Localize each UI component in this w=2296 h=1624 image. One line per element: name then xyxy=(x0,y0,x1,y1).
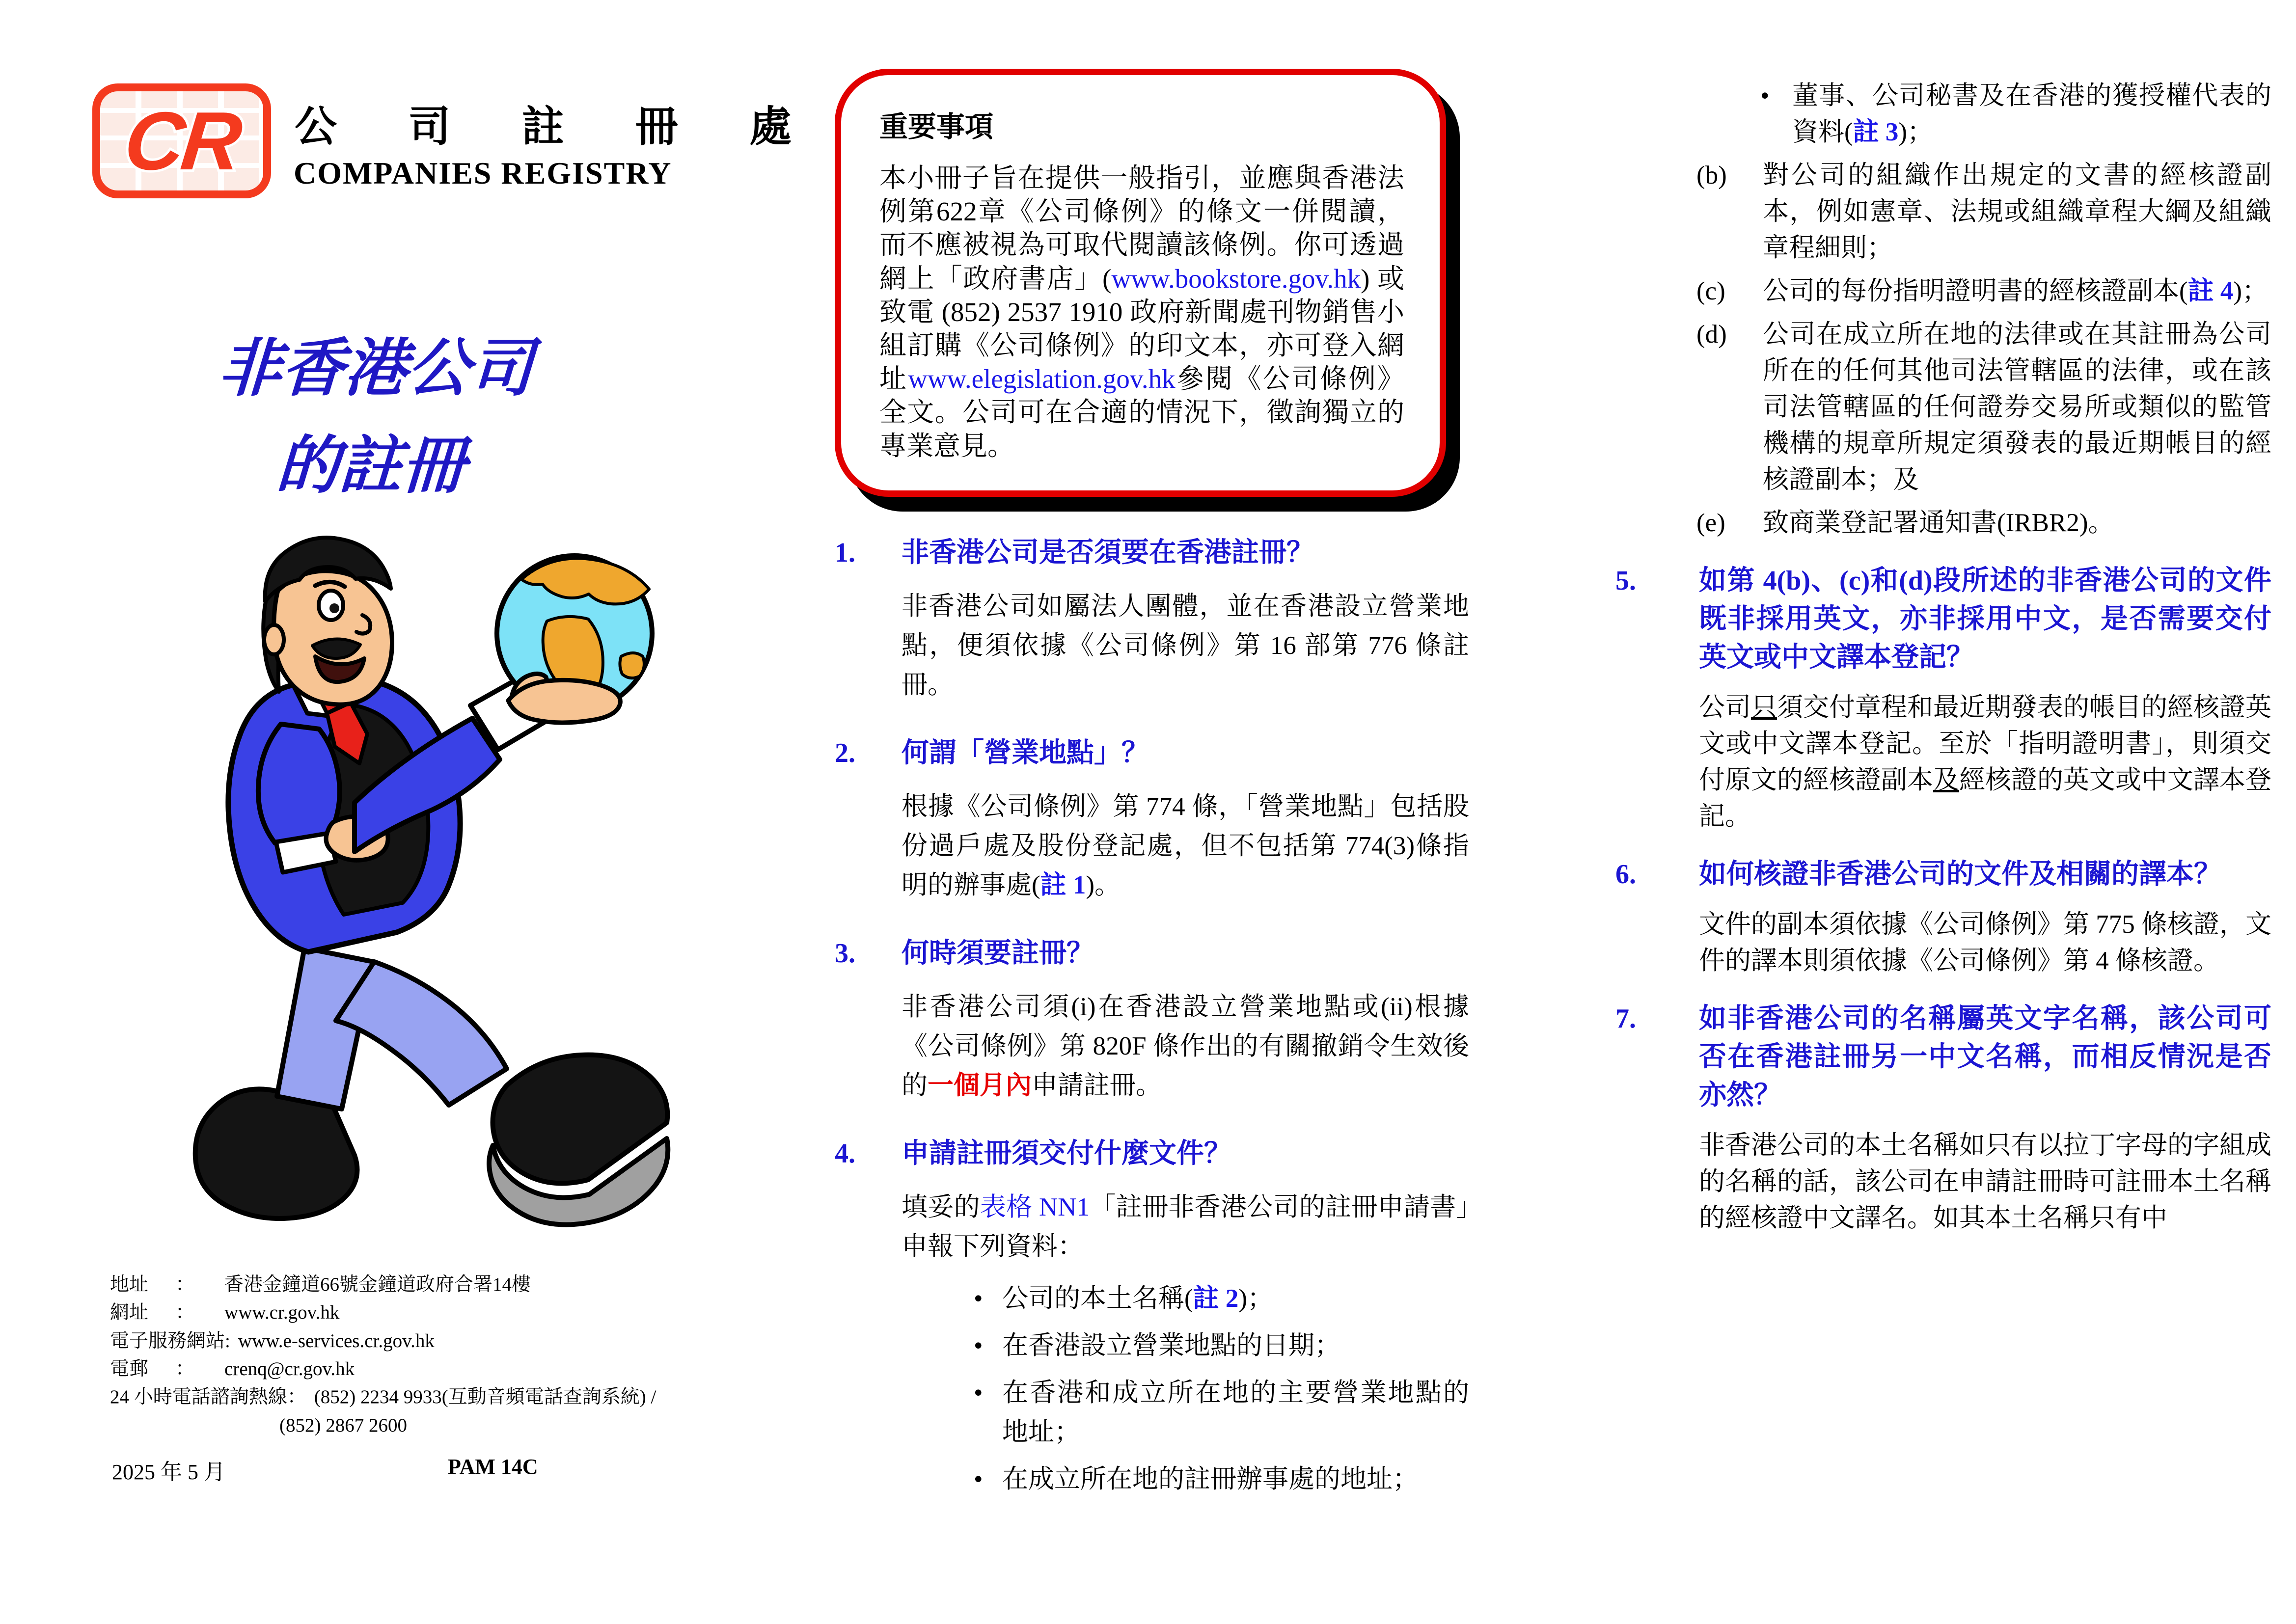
question-number: 4. xyxy=(835,1138,855,1169)
pupil xyxy=(329,603,339,613)
item-text xyxy=(1763,157,2271,266)
notice-body xyxy=(879,162,1404,463)
q4-intro xyxy=(902,1188,1469,1266)
right-column xyxy=(1615,78,2271,1236)
text-segment: )； xyxy=(1898,118,1934,146)
note-reference: 註 3 xyxy=(1853,118,1899,146)
list-item xyxy=(902,1279,1469,1318)
contact-label: 地址 xyxy=(110,1274,149,1295)
text-segment: 在成立所在地的註冊辦事處的地址； xyxy=(1002,1465,1419,1493)
question-answer xyxy=(902,987,1469,1105)
hyperlink[interactable]: 表格 NN1 xyxy=(980,1193,1090,1221)
question-4 xyxy=(835,1134,1469,1507)
q4-bullet-list xyxy=(902,1279,1469,1499)
front-leg xyxy=(336,962,507,1105)
contact-eservices-row xyxy=(110,1327,807,1355)
contact-website-row: 網址 ： www.cr.gov.hk xyxy=(110,1302,340,1324)
question-answer xyxy=(1699,689,2271,835)
text-segment: 申請註冊。 xyxy=(1032,1071,1162,1100)
list-item-d xyxy=(1615,316,2271,498)
question-heading: 如第 4(b)、(c)和(d)段所述的非香港公司的文件既非採用英文，亦非採用中文，是否需要交付英文或中文譯本登記？ xyxy=(1699,566,2271,673)
contact-label: 電郵 xyxy=(110,1358,149,1380)
text-segment: ) 或致電 (852) 2537 1910 政府新聞處刊物銷售小組訂購《公司條例》的印文本，亦可登入網址 xyxy=(879,263,1404,394)
note-reference: 註 1 xyxy=(1040,871,1086,899)
question-heading: 申請註冊須交付什麼文件？ xyxy=(902,1138,1231,1169)
list-item xyxy=(902,1373,1469,1452)
text-segment: )。 xyxy=(1086,871,1121,899)
list-item xyxy=(902,1326,1469,1365)
text-segment: )； xyxy=(2233,277,2269,305)
highlight-red: 一個月內 xyxy=(928,1071,1032,1100)
hyperlink[interactable]: www.elegislation.gov.hk xyxy=(908,364,1175,394)
middle-column xyxy=(835,533,1469,1507)
question-6 xyxy=(1615,855,2271,979)
question-number: 2. xyxy=(835,738,855,768)
item-label: (c) xyxy=(1696,277,1725,305)
contact-email-row: 電郵 ： crenq@cr.gov.hk xyxy=(110,1358,355,1380)
notice-title: 重要事項 xyxy=(879,111,994,143)
text-segment: 文件的副本須依據《公司條例》第 775 條核證，文件的譯本則須依據《公司條例》第 4 條核證。 xyxy=(1699,910,2271,975)
org-name-english: COMPANIES REGISTRY xyxy=(294,156,672,190)
question-heading: 非香港公司是否須要在香港註冊？ xyxy=(902,538,1314,568)
text-segment: 致商業登記署通知書(IRBR2)。 xyxy=(1763,509,2114,537)
question-number: 1. xyxy=(835,538,855,568)
pamphlet-title-line1: 非香港公司 xyxy=(217,334,535,404)
question-answer xyxy=(902,787,1469,905)
text-segment: 公司 xyxy=(1699,693,1751,722)
item-text xyxy=(1763,316,2271,498)
question-number: 5. xyxy=(1615,566,1636,596)
text-segment: 填妥的 xyxy=(902,1193,980,1221)
ear xyxy=(264,625,284,654)
question-number: 7. xyxy=(1615,1003,1636,1034)
question-answer xyxy=(1699,906,2271,979)
text-segment: 公司的本土名稱( xyxy=(1002,1284,1193,1313)
contact-info xyxy=(110,1271,807,1439)
contact-label: 電子服務網站: xyxy=(110,1330,230,1352)
important-notice-box xyxy=(835,69,1446,497)
hotline-number: (852) 2234 9933(互動音頻電話查詢系統) / xyxy=(314,1386,656,1408)
pamphlet-title xyxy=(152,320,595,515)
text-segment: 經核證的英文或中文譯本登記。 xyxy=(1699,766,2271,831)
item-label: (e) xyxy=(1696,509,1725,537)
text-segment: 參閱《公司條例》全文。公司可在合適的情況下，徵詢獨立的專業意見。 xyxy=(879,364,1404,461)
question-answer xyxy=(902,587,1469,704)
pamphlet-title-line2: 的註冊 xyxy=(274,431,467,501)
question-2 xyxy=(835,733,1469,905)
mascot-businessman-globe-illustration xyxy=(142,528,673,1249)
pamphlet-code: PAM 14C xyxy=(448,1455,538,1479)
question-heading: 如非香港公司的名稱屬英文字名稱，該公司可否在香港註冊另一中文名稱，而相反情況是否亦然？ xyxy=(1699,1003,2271,1110)
question-heading: 何時須要註冊？ xyxy=(902,938,1094,969)
list-item-e xyxy=(1615,505,2271,541)
text-segment: 非香港公司須(i)在香港設立營業地點或(ii)根據《公司條例》第 820F 條作出的有關撤銷令生效後的 xyxy=(902,993,1469,1100)
text-segment: 公司在成立所在地的法律或在其註冊為公司所在的任何其他司法管轄區的法律，或在該司法管轄區的任何證券交易所或類似的監管機構的規章所規定須發表的最近期帳目的經核證副本；及 xyxy=(1763,320,2271,494)
question-7 xyxy=(1615,1000,2271,1236)
text-segment: 對公司的組織作出規定的文書的經核證副本，例如憲章、法規或組織章程大綱及組織章程細則； xyxy=(1763,161,2271,262)
question-1 xyxy=(835,533,1469,704)
text-segment: 非香港公司的本土名稱如只有以拉丁字母的字組成的名稱的話，該公司在申請註冊時可註冊本土名稱的經核證中文譯名。如其本土名稱只有中 xyxy=(1699,1131,2271,1232)
contact-label: 24 小時電話諮詢熱線： xyxy=(110,1386,306,1408)
text-segment: 在香港設立營業地點的日期； xyxy=(1002,1331,1340,1360)
list-item-c xyxy=(1615,273,2271,309)
question-5 xyxy=(1615,562,2271,835)
item-text xyxy=(1763,273,2271,309)
org-name-chinese: 公 司 註 冊 處 xyxy=(295,103,822,150)
contact-address-row: 地址 ： 香港金鐘道66號金鐘道政府合署14樓 xyxy=(110,1274,531,1295)
contact-hotline2: (852) 2867 2600 xyxy=(279,1414,407,1436)
question-number: 6. xyxy=(1615,859,1636,890)
note-reference: 註 2 xyxy=(1193,1284,1239,1313)
underlined-text: 及 xyxy=(1933,766,1959,794)
right-arm xyxy=(258,724,340,843)
cr-logo-icon: CR xyxy=(120,95,244,187)
text-segment: 根據《公司條例》第 774 條，「營業地點」包括股份過戶處及股份登記處，但不包括第 774(3)條指明的辦事處( xyxy=(902,792,1469,899)
website-link[interactable]: www.cr.gov.hk xyxy=(224,1302,340,1324)
question-heading: 何謂「營業地點」？ xyxy=(902,738,1149,768)
question-heading: 如何核證非香港公司的文件及相關的譯本？ xyxy=(1699,859,2221,890)
list-item-b xyxy=(1615,157,2271,266)
contact-label: 網址 xyxy=(110,1302,149,1324)
publication-date: 2025 年 5 月 xyxy=(112,1460,225,1484)
left-hand-palm xyxy=(508,680,620,723)
email-link[interactable]: crenq@cr.gov.hk xyxy=(224,1358,355,1380)
item-label: (d) xyxy=(1696,320,1727,349)
list-item xyxy=(902,1460,1469,1499)
item-text xyxy=(1763,505,2271,541)
contact-hotline-row xyxy=(110,1383,807,1411)
text-segment: 「註冊非香港公司的註冊申請書」申報下列資料： xyxy=(902,1193,1469,1261)
text-segment: 公司的每份指明證明書的經核證副本( xyxy=(1763,277,2188,305)
note-reference: 註 4 xyxy=(2187,277,2234,305)
question-answer xyxy=(902,1188,1469,1507)
text-segment: )； xyxy=(1238,1284,1274,1313)
contact-value: 香港金鐘道66號金鐘道政府合署14樓 xyxy=(224,1274,531,1295)
companies-registry-logo xyxy=(92,83,271,198)
question-3 xyxy=(835,933,1469,1105)
item-label: (b) xyxy=(1696,161,1727,189)
question-answer xyxy=(1699,1127,2271,1236)
underlined-text: 只 xyxy=(1751,693,1777,722)
eservices-link[interactable]: www.e-services.cr.gov.hk xyxy=(238,1330,435,1352)
list-item xyxy=(1615,78,2271,150)
question-number: 3. xyxy=(835,938,855,969)
text-segment: 本小冊子旨在提供一般指引，並應與香港法例第622章《公司條例》的條文一併閱讀，而不應被視為可取代閱讀該條例。你可透過網上「政府書店」( xyxy=(879,163,1404,294)
text-segment: 須交付章程和最近期發表的帳目的經核證英文或中文譯本登記。至於「指明證明書」，則須交付原文的經核證副本 xyxy=(1699,693,2271,794)
text-segment: 董事、公司秘書及在香港的獲授權代表的資料( xyxy=(1792,81,2271,146)
hyperlink[interactable]: www.bookstore.gov.hk xyxy=(1111,263,1361,294)
text-segment: 非香港公司如屬法人團體，並在香港設立營業地點，便須依據《公司條例》第 16 部第 776 條註冊。 xyxy=(902,592,1469,699)
text-segment: 在香港和成立所在地的主要營業地點的地址； xyxy=(1002,1379,1469,1446)
